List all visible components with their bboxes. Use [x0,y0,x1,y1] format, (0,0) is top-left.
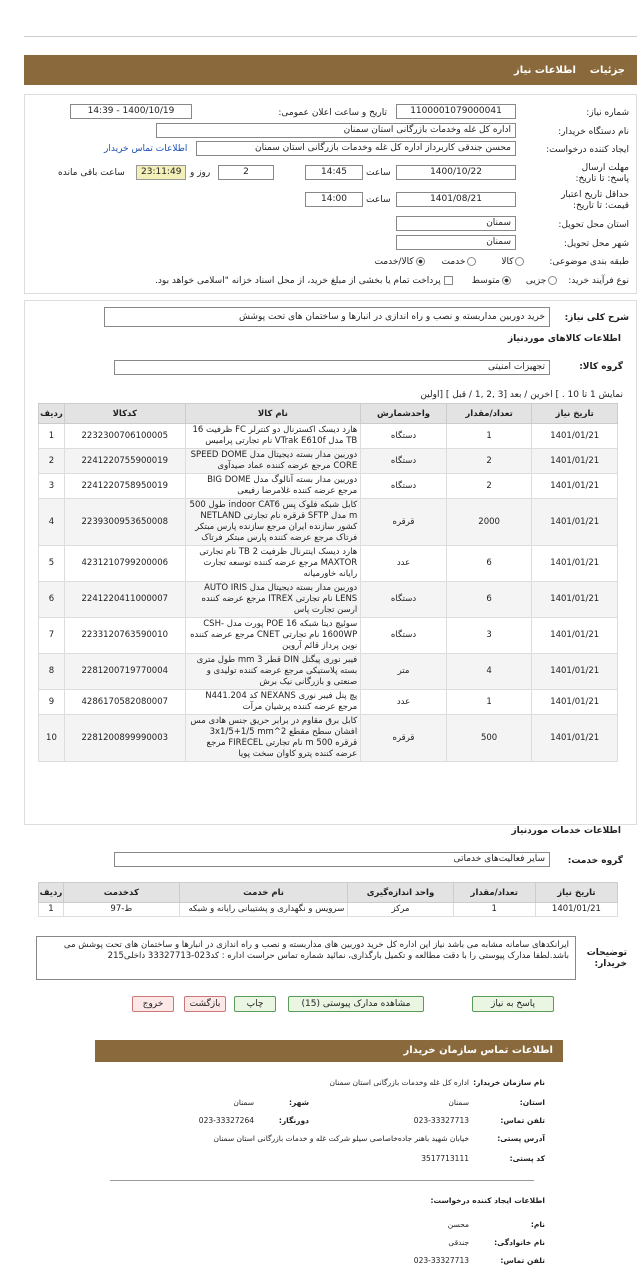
need-number-label: شماره نیاز: [586,108,629,118]
process-label: نوع فرآیند خرید: [568,276,629,286]
cell-date: 1401/01/21 [532,690,618,715]
cell-qty: 4 [446,654,532,690]
col-row: ردیف [39,404,65,424]
cell-date: 1401/01/21 [532,424,618,449]
cell-unit: متر [361,654,447,690]
cell-name: دوربین مدار بسته دیجیتال مدل SPEED DOME CORE مرجع عرضه کننده عماد صیدآوی [185,449,361,474]
category-service-radio[interactable] [467,257,476,266]
payment-note: پرداخت تمام یا بخشی از مبلغ خرید، از محل اسناد خزانه "اسلامی خواهد بود. [155,276,441,286]
contact-header: اطلاعات تماس سازمان خریدار [95,1040,563,1062]
cell-row: 8 [39,654,65,690]
cell-name: دوربین مدار بسته آنالوگ مدل BIG DOME مرجع عرضه کننده غلامرضا رفیعی [185,474,361,499]
cell-row: 7 [39,618,65,654]
cell-unit: قرقره [361,499,447,546]
cell-row: 3 [39,474,65,499]
contact-org-label: نام سازمان خریدار: [473,1078,545,1087]
table-row [39,690,618,715]
contact-divider [110,1180,534,1181]
remaining-label: ساعت باقی مانده [58,168,125,178]
process-medium-radio[interactable] [502,276,511,285]
cell-date: 1401/01/21 [532,546,618,582]
cell-qty: 2 [446,449,532,474]
cell-date: 1401/01/21 [532,582,618,618]
top-divider [24,36,637,37]
buyer-org-field: اداره کل غله وخدمات بازرگانی استان سمنان [156,123,516,138]
cell-code: 2241220755900019 [64,449,185,474]
svc-col-date: تاریخ نیاز [535,883,617,903]
deadline-time-field: 14:45 [305,165,363,180]
col-name: نام کالا [185,404,361,424]
back-button[interactable]: بازگشت [184,996,226,1012]
contact-address-label: آدرس پستی: [497,1134,545,1143]
col-unit: واحدشمارش [361,404,447,424]
cell-row: 10 [39,715,65,762]
deadline-label: مهلت ارسال پاسخ: تا تاریخ: [575,163,629,184]
payment-checkbox[interactable] [444,276,453,285]
remaining-timer: 23:11:49 [136,165,186,180]
table-row [39,499,618,546]
svc-col-code: کدخدمت [63,883,179,903]
cell-unit: دستگاه [361,582,447,618]
summary-field: خرید دوربین مداربسته و نصب و راه اندازی در انبارها و ساختمان های تحت پوشش [104,307,550,327]
table-row [39,424,618,449]
validity-date-field: 1401/08/21 [396,192,516,207]
validity-time-field: 14:00 [305,192,363,207]
cell-row: 1 [39,903,64,917]
goods-group-field: تجهیزات امنیتی [114,360,550,375]
contact-fax-label: دورنگار: [278,1116,309,1125]
cell-qty: 3 [446,618,532,654]
validity-label: حداقل تاریخ اعتبار قیمت: تا تاریخ: [561,190,629,211]
col-code: کدکالا [64,404,185,424]
exit-button[interactable]: خروج [132,996,174,1012]
cell-date: 1401/01/21 [532,654,618,690]
notes-box: ایرانکدهای سامانه مشابه می باشد نیاز این اداره کل خرید دوربین های مداربسته و نصب و راه اندازی در انبارها و ساختمان های تحت پوشش می باشد.لطفا مدارک پیوستی را با دقت مطالعه و تکمیل بارگذاری، نمائید شماره تماس حراست اداره : کد023-33327713 داخلی215 [36,936,576,980]
cell-date: 1401/01/21 [532,499,618,546]
cell-unit: دستگاه [361,449,447,474]
need-number-field: 1100001079000041 [396,104,516,119]
cell-name: هارد دیسک اکسترنال دو کنترلر FC ظرفیت 16 TB مدل VTrak E610f نام تجارتی پرامیس [185,424,361,449]
table-row [39,449,618,474]
contact-fax: 023-33327264 [198,1116,254,1125]
creator-info-title: اطلاعات ایجاد کننده درخواست: [430,1196,545,1205]
cell-name: سرویس و نگهداری و پشتیبانی رایانه و شبکه [179,903,348,917]
contact-phone-label: تلفن تماس: [500,1116,545,1125]
cell-name: هارد دیسک اینترنال ظرفیت 2 TB نام تجارتی MAXTOR مرجع عرضه کننده توسعه تجارت رایانه خاورمیانه [185,546,361,582]
cell-code: 2281200899990003 [64,715,185,762]
process-row [155,276,629,286]
cell-unit: دستگاه [361,474,447,499]
province-label: استان محل تحویل: [558,220,629,230]
cell-name: سوئیچ دیتا شبکه 16 POE پورت مدل CSH-1600WP نام تجارتی CNET مرجع عرضه کننده نوین پرداز قائم آروین [185,618,361,654]
svc-col-row: ردیف [39,883,64,903]
validity-time-label: ساعت [366,195,391,205]
cell-date: 1401/01/21 [532,474,618,499]
category-both-label: کالا/خدمت [374,257,414,267]
deadline-time-label: ساعت [366,168,391,178]
summary-label: شرح کلی نیاز: [564,313,629,323]
process-medium-label: متوسط [471,276,500,286]
cell-row: 2 [39,449,65,474]
creator-name: محسن [447,1220,469,1229]
svc-col-qty: تعداد/مقدار [453,883,535,903]
cell-qty: 1 [446,424,532,449]
notes-label: توضیحات خریدار: [586,948,627,969]
services-section-title: اطلاعات خدمات موردنیاز [511,826,621,836]
contact-city: سمنان [233,1098,254,1107]
contact-province: سمنان [448,1098,469,1107]
city-field: سمنان [396,235,516,250]
table-row [39,546,618,582]
process-partial-label: جزیی [525,276,547,286]
cell-qty: 1 [446,690,532,715]
contact-address: خیابان شهید باهنر جاده‌خاصاصی سیلو شرکت غله و خدمات بازرگانی استان سمنان [213,1134,469,1143]
cell-unit: عدد [361,690,447,715]
cell-date: 1401/01/21 [535,903,617,917]
goods-pager[interactable]: نمایش 1 تا 10 . ] اخرین / بعد [3 ,2 ,1 / قبل ] [اولین [420,390,623,400]
cell-row: 9 [39,690,65,715]
cell-qty: 2 [446,474,532,499]
contact-org: اداره کل غله وخدمات بازرگانی استان سمنان [329,1078,469,1087]
cell-code: 2281200719770004 [64,654,185,690]
cell-unit: قرقره [361,715,447,762]
cell-qty: 1 [453,903,535,917]
cell-unit: عدد [361,546,447,582]
category-row [374,257,629,267]
contact-city-label: شهر: [289,1098,309,1107]
cell-name: کابل شبکه فلوک پس indoor CAT6 طول 500 m مدل SFTP قرقره نام تجارتی NETLAND کشور سازنده ایران مرجع سازنده پارس مبتکر فرتاک مرجع عرضه کننده پارس مبتکر فرتاک [185,499,361,546]
cell-unit: مرکز [348,903,453,917]
cell-name: کابل برق مقاوم در برابر حریق جنس هادی مس افشان سطح مقطع 3x1/5+1/5 mm^2 قرقره 500 m نام تجارتی FIRECEL مرجع عرضه کننده پترو کاوان سخت پویا [185,715,361,762]
creator-phone: 023-33327713 [413,1256,469,1265]
category-service-label: خدمت [441,257,466,267]
cell-date: 1401/01/21 [532,715,618,762]
cell-code: 2233120763590010 [64,618,185,654]
tab-details[interactable]: جزئیات [589,64,625,76]
announce-field: 1400/10/19 - 14:39 [70,104,192,119]
cell-name: پچ پنل فیبر نوری NEXANS کد N441.204 مرجع عرضه کننده پرشیان مرآت [185,690,361,715]
print-button[interactable]: چاپ [234,996,276,1012]
cell-code: 4231210799200006 [64,546,185,582]
table-row [39,715,618,762]
table-row [39,582,618,618]
creator-name-label: نام: [530,1220,545,1229]
service-row [39,903,618,917]
table-row [39,654,618,690]
goods-section-title: اطلاعات کالاهای موردنیاز [507,334,621,344]
attachments-button[interactable]: مشاهده مدارک پیوستی (15) [288,996,424,1012]
cell-unit: دستگاه [361,618,447,654]
contact-postal: 3517713111 [421,1154,469,1163]
announce-label: تاریخ و ساعت اعلان عمومی: [278,108,387,118]
creator-phone-label: تلفن تماس: [500,1256,545,1265]
services-group-label: گروه خدمت: [567,856,623,866]
cell-name: فیبر نوری پیگتل DIN قطر 3 mm طول متری بسته پلاستیکی مرجع عرضه کننده تولیدی و صنعتی و بازرگانی نیک برش [185,654,361,690]
buyer-org-label: نام دستگاه خریدار: [558,127,629,137]
cell-date: 1401/01/21 [532,449,618,474]
cell-row: 5 [39,546,65,582]
services-table [38,882,618,917]
creator-label: ایجاد کننده درخواست: [546,145,629,155]
services-group-field: سایر فعالیت‌های خدماتی [114,852,550,867]
cell-qty: 500 [446,715,532,762]
process-partial-radio[interactable] [548,276,557,285]
svc-col-unit: واحد اندازه‌گیری [348,883,453,903]
table-row [39,474,618,499]
cell-code: 2241220758950019 [64,474,185,499]
page-header-bar [24,55,637,85]
goods-group-label: گروه کالا: [579,362,623,372]
category-goods-label: کالا [501,257,514,267]
category-both-radio[interactable] [416,257,425,266]
col-qty: تعداد/مقدار [446,404,532,424]
buyer-contact-link[interactable]: اطلاعات تماس خریدار [104,144,188,154]
cell-qty: 2000 [446,499,532,546]
cell-code: ط-97 [63,903,179,917]
creator-family: جندقی [448,1238,469,1247]
cell-row: 1 [39,424,65,449]
contact-postal-label: کد پستی: [509,1154,545,1163]
table-row [39,618,618,654]
cell-qty: 6 [446,546,532,582]
reply-button[interactable]: پاسخ به نیاز [472,996,554,1012]
city-label: شهر محل تحویل: [563,239,629,249]
cell-row: 6 [39,582,65,618]
creator-family-label: نام خانوادگی: [494,1238,545,1247]
tab-need-info[interactable]: اطلاعات نیاز [514,64,576,76]
cell-date: 1401/01/21 [532,618,618,654]
deadline-date-field: 1400/10/22 [396,165,516,180]
days-field: 2 [218,165,274,180]
cell-qty: 6 [446,582,532,618]
cell-code: 4286170582080007 [64,690,185,715]
goods-table [38,403,618,762]
contact-phone: 023-33327713 [413,1116,469,1125]
cell-row: 4 [39,499,65,546]
cell-code: 2241220411000007 [64,582,185,618]
province-field: سمنان [396,216,516,231]
contact-province-label: استان: [519,1098,545,1107]
col-date: تاریخ نیاز [532,404,618,424]
category-label: طبقه بندی موضوعی: [549,257,629,267]
cell-name: دوربین مدار بسته دیجیتال مدل AUTO IRIS LENS نام تجارتی ITREX مرجع عرضه کننده ارسن تجارت پاس [185,582,361,618]
svc-col-name: نام خدمت [179,883,348,903]
days-label: روز و [190,168,211,178]
cell-unit: دستگاه [361,424,447,449]
cell-code: 2239300953650008 [64,499,185,546]
category-goods-radio[interactable] [515,257,524,266]
cell-code: 2232300706100005 [64,424,185,449]
creator-field: محسن جندقی کاربرداز اداره کل غله وخدمات بازرگانی استان سمنان [196,141,516,156]
